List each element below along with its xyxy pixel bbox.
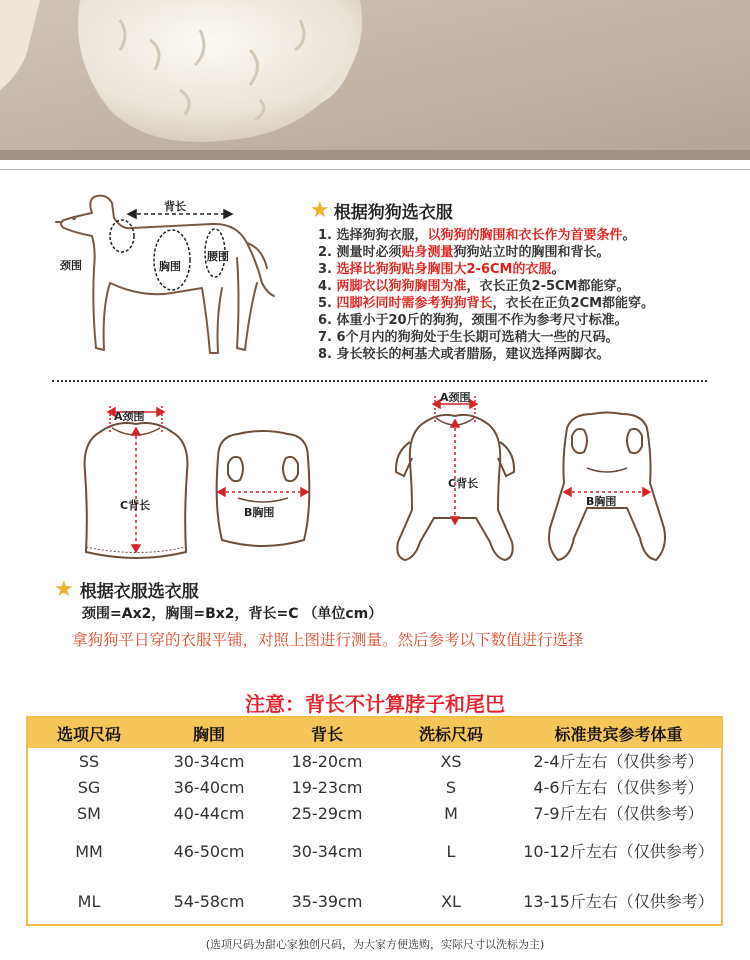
chest-label: 胸围 xyxy=(159,260,181,273)
table-cell: 2-4斤左右（仅供参考） xyxy=(533,751,704,771)
table-row xyxy=(28,876,721,926)
column-header: 背长 xyxy=(268,718,386,748)
two-leg-neck-label: A颈围 xyxy=(114,410,145,423)
rule-item: 3. 选择比狗狗贴身胸围大2-6CM的衣服。 xyxy=(318,262,565,277)
table-cell: 4-6斤左右（仅供参考） xyxy=(533,777,704,797)
dog-measurement-diagram xyxy=(52,188,282,378)
rule-item: 6. 体重小于20斤的狗狗，颈围不作为参考尺寸标准。 xyxy=(318,313,628,328)
table-cell: SS xyxy=(78,751,100,771)
table-cell: 7-9斤左右（仅供参考） xyxy=(533,803,704,823)
rule-item: 7. 6个月内的狗狗处于生长期可选稍大一些的尺码。 xyxy=(318,330,619,345)
table-cell: 18-20cm xyxy=(291,751,363,771)
two-leg-back-diagram xyxy=(208,428,318,558)
notice-heading: 注意：背长不计算脖子和尾巴 xyxy=(245,692,505,716)
footnote: (选项尺码为甜心家独创尺码，为大家方便选购，实际尺寸以洗标为主) xyxy=(205,938,545,951)
star-icon: ★ xyxy=(310,197,330,223)
size-table xyxy=(26,716,723,926)
table-cell: S xyxy=(445,777,457,797)
by-clothes-title: 根据衣服选衣服 xyxy=(79,582,199,602)
rule-item: 1. 选择狗狗衣服，以狗狗的胸围和衣长作为首要条件。 xyxy=(318,228,636,243)
neck-label: 颈围 xyxy=(60,259,82,272)
table-cell: 30-34cm xyxy=(291,841,363,861)
top-separator xyxy=(0,169,750,170)
table-cell: 30-34cm xyxy=(173,751,245,771)
table-cell: 10-12斤左右（仅供参考） xyxy=(523,841,714,861)
rule-item: 4. 两脚衣以狗狗胸围为准，衣长正负2-5CM都能穿。 xyxy=(318,279,630,294)
waist-label: 腰围 xyxy=(207,250,229,263)
four-leg-front-diagram xyxy=(380,392,530,572)
table-cell: 25-29cm xyxy=(291,803,363,823)
table-row xyxy=(28,748,721,774)
table-cell: 40-44cm xyxy=(173,803,245,823)
table-cell: M xyxy=(444,803,458,823)
table-cell: 19-23cm xyxy=(291,777,363,797)
table-header-row xyxy=(28,718,721,748)
two-leg-back-label: C背长 xyxy=(120,499,151,512)
table-cell: L xyxy=(446,841,456,861)
column-header: 胸围 xyxy=(150,718,268,748)
column-header: 选项尺码 xyxy=(28,718,150,748)
four-leg-chest-label: B胸围 xyxy=(586,495,617,508)
table-row xyxy=(28,826,721,876)
two-leg-front-diagram xyxy=(72,402,202,568)
by-clothes-section xyxy=(54,577,199,602)
table-cell: XL xyxy=(441,891,461,911)
table-cell: 36-40cm xyxy=(173,777,245,797)
measurement-note: 拿狗狗平日穿的衣服平铺，对照上图进行测量。然后参考以下数值进行选择 xyxy=(72,631,584,649)
table-cell: 46-50cm xyxy=(173,841,245,861)
table-cell: 35-39cm xyxy=(291,891,363,911)
table-row xyxy=(28,800,721,826)
table-cell: 13-15斤左右（仅供参考） xyxy=(523,891,714,911)
table-row xyxy=(28,774,721,800)
column-header: 洗标尺码 xyxy=(386,718,516,748)
table-cell: SM xyxy=(77,803,101,823)
two-leg-chest-label: B胸围 xyxy=(244,506,275,519)
measurement-formula: 颈围=Ax2，胸围=Bx2，背长=C （单位cm） xyxy=(82,606,383,622)
star-icon: ★ xyxy=(54,576,74,602)
rules-title: 根据狗狗选衣服 xyxy=(333,203,453,223)
rule-item: 2. 测量时必须贴身测量狗狗站立时的胸围和背长。 xyxy=(318,245,610,260)
rule-item: 5. 四脚衫同时需参考狗狗背长，衣长在正负2CM都能穿。 xyxy=(318,296,655,311)
dog-photo xyxy=(0,0,750,160)
four-leg-back-label: C背长 xyxy=(448,477,479,490)
back-length-label: 背长 xyxy=(164,200,186,213)
rules-section xyxy=(310,198,654,363)
rule-item: 8. 身长较长的柯基犬或者腊肠，建议选择两脚衣。 xyxy=(318,347,610,362)
table-cell: MM xyxy=(75,841,103,861)
table-cell: XS xyxy=(440,751,462,771)
column-header: 标准贵宾参考体重 xyxy=(516,718,721,748)
table-cell: 54-58cm xyxy=(173,891,245,911)
table-cell: ML xyxy=(77,891,101,911)
dotted-divider xyxy=(52,380,707,382)
four-leg-neck-label: A颈围 xyxy=(440,392,471,404)
four-leg-back-diagram xyxy=(532,408,682,572)
table-cell: SG xyxy=(77,777,101,797)
